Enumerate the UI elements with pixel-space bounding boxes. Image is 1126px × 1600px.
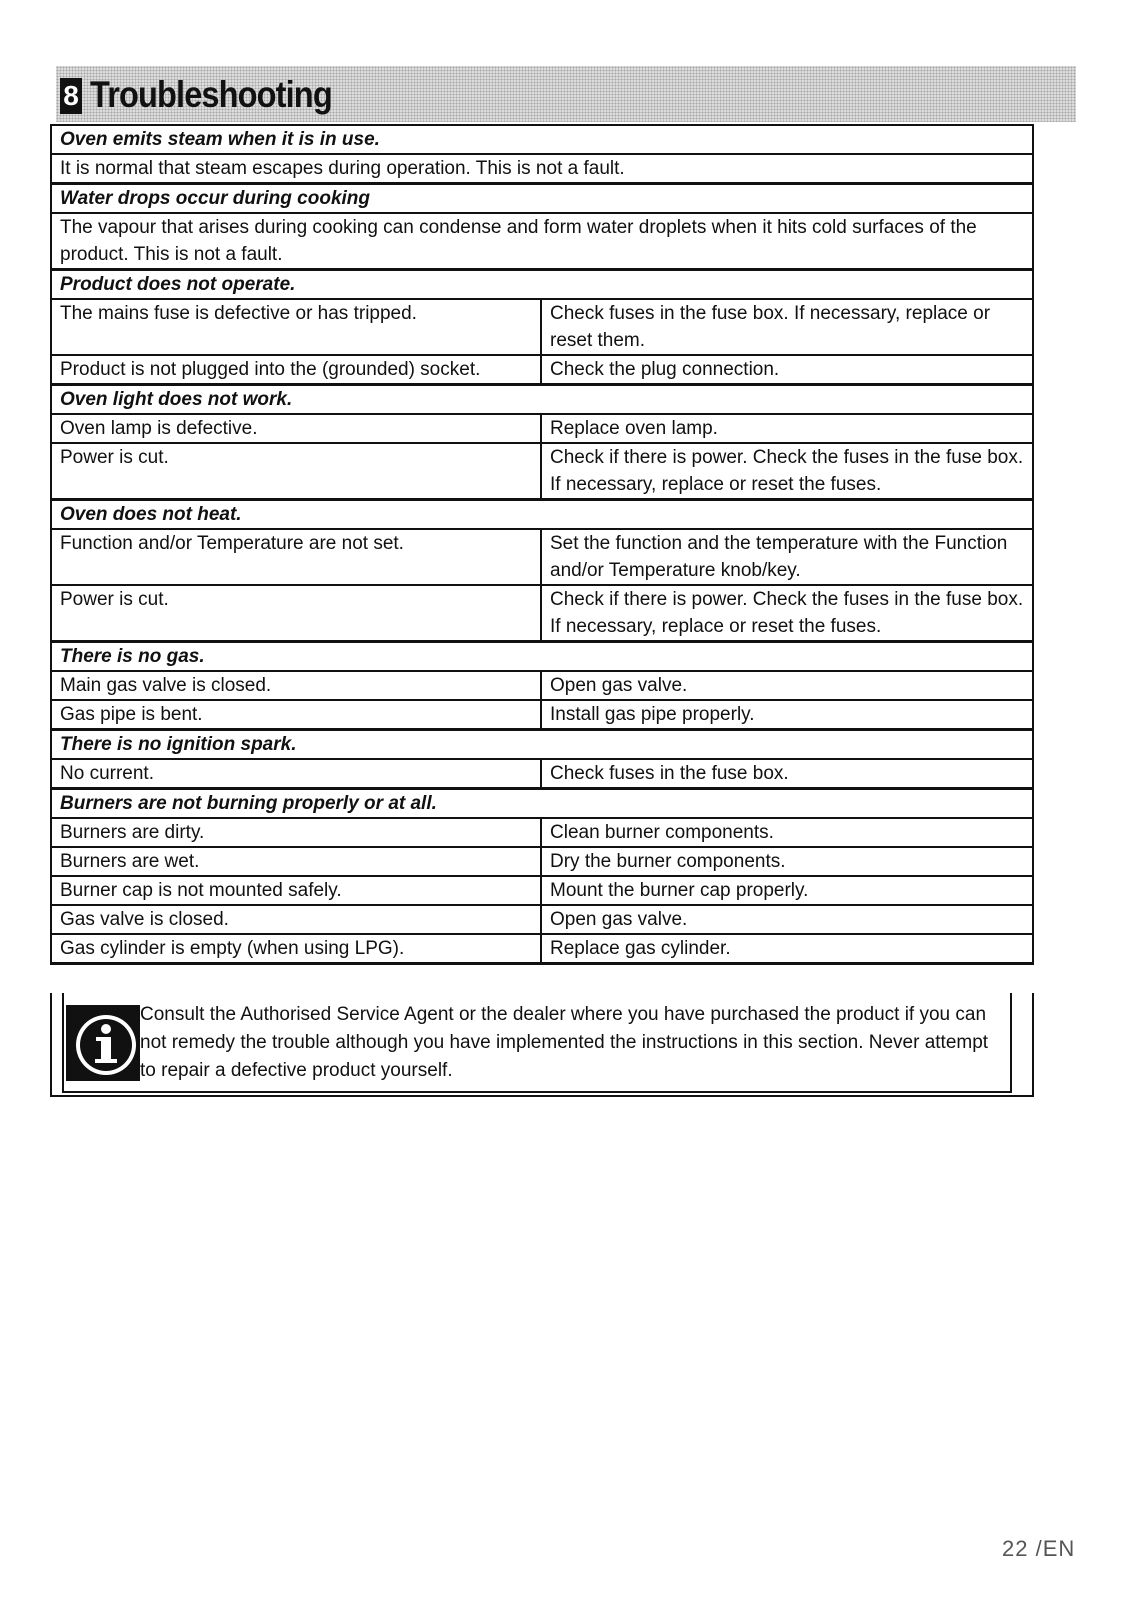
- info-icon: [66, 1005, 140, 1081]
- cause-remedy-row: [50, 906, 1034, 935]
- remedy-cell: Open gas valve.: [550, 675, 688, 696]
- chapter-number: 8: [60, 78, 82, 114]
- cause-cell: Oven lamp is defective.: [52, 415, 542, 442]
- problem-heading-row: [50, 271, 1034, 300]
- cause-remedy-row: [50, 672, 1034, 701]
- remedy-cell: Replace oven lamp.: [550, 418, 718, 439]
- problem-heading: There is no gas.: [60, 646, 205, 667]
- cause-remedy-row: [50, 701, 1034, 731]
- remedy-cell: Open gas valve.: [550, 909, 688, 930]
- cause-remedy-row: [50, 415, 1034, 444]
- remedy-cell: Check if there is power. Check the fuses in the fuse box. If necessary, replace or reset the fuses.: [550, 447, 1024, 495]
- cause-cell: Gas pipe is bent.: [52, 701, 542, 728]
- remedy-cell: Check fuses in the fuse box. If necessary, replace or reset them.: [550, 303, 991, 351]
- problem-heading-row: [50, 731, 1034, 760]
- explanation-text: It is normal that steam escapes during operation. This is not a fault.: [60, 158, 625, 179]
- explanation-text: The vapour that arises during cooking can condense and form water droplets when it hits cold surfaces of the product. This is not a fault.: [60, 217, 977, 265]
- cause-remedy-row: [50, 819, 1034, 848]
- problem-heading-row: [50, 124, 1034, 155]
- page-number: 22 /EN: [1002, 1536, 1076, 1561]
- remedy-cell: Install gas pipe properly.: [550, 704, 755, 725]
- cause-remedy-row: [50, 300, 1034, 356]
- cause-cell: Main gas valve is closed.: [52, 672, 542, 699]
- info-note-box: [62, 993, 1012, 1093]
- problem-heading: Burners are not burning properly or at all.: [60, 793, 437, 814]
- cause-remedy-row: [50, 444, 1034, 501]
- problem-heading: Oven does not heat.: [60, 504, 242, 525]
- cause-cell: Gas valve is closed.: [52, 906, 542, 933]
- cause-remedy-row: [50, 586, 1034, 643]
- problem-heading-row: [50, 643, 1034, 672]
- cause-cell: No current.: [52, 760, 542, 787]
- problem-heading-row: [50, 501, 1034, 530]
- chapter-header: [56, 66, 1076, 122]
- problem-heading-row: [50, 386, 1034, 415]
- problem-heading: Oven emits steam when it is in use.: [60, 129, 380, 150]
- cause-cell: Gas cylinder is empty (when using LPG).: [52, 935, 542, 962]
- problem-heading-row: [50, 790, 1034, 819]
- cause-cell: Burner cap is not mounted safely.: [52, 877, 542, 904]
- troubleshooting-table: [50, 124, 1034, 965]
- cause-cell: Product is not plugged into the (grounded) socket.: [52, 356, 542, 383]
- remedy-cell: Clean burner components.: [550, 822, 774, 843]
- info-note-text: Consult the Authorised Service Agent or the dealer where you have purchased the product if you can not remedy the trouble although you have implemented the instructions in this section. Never attempt to repair a defective product yourself.: [140, 1004, 989, 1081]
- remedy-cell: Dry the burner components.: [550, 851, 786, 872]
- cause-remedy-row: [50, 530, 1034, 586]
- remedy-cell: Mount the burner cap properly.: [550, 880, 809, 901]
- cause-remedy-row: [50, 356, 1034, 386]
- cause-remedy-row: [50, 848, 1034, 877]
- cause-cell: Power is cut.: [52, 444, 542, 498]
- cause-cell: Function and/or Temperature are not set.: [52, 530, 542, 584]
- remedy-cell: Check if there is power. Check the fuses in the fuse box. If necessary, replace or reset the fuses.: [550, 589, 1024, 637]
- cause-cell: Power is cut.: [52, 586, 542, 640]
- cause-cell: Burners are dirty.: [52, 819, 542, 846]
- problem-heading: Product does not operate.: [60, 274, 296, 295]
- problem-heading: Water drops occur during cooking: [60, 188, 371, 209]
- page-title: Troubleshooting: [90, 74, 332, 115]
- explanation-row: [50, 214, 1034, 271]
- explanation-row: [50, 155, 1034, 185]
- remedy-cell: Check the plug connection.: [550, 359, 780, 380]
- remedy-cell: Set the function and the temperature with the Function and/or Temperature knob/key.: [550, 533, 1008, 581]
- cause-remedy-row: [50, 877, 1034, 906]
- cause-cell: The mains fuse is defective or has tripped.: [52, 300, 542, 354]
- remedy-cell: Replace gas cylinder.: [550, 938, 731, 959]
- cause-cell: Burners are wet.: [52, 848, 542, 875]
- problem-heading-row: [50, 185, 1034, 214]
- cause-remedy-row: [50, 760, 1034, 790]
- cause-remedy-row: [50, 935, 1034, 965]
- remedy-cell: Check fuses in the fuse box.: [550, 763, 789, 784]
- problem-heading: There is no ignition spark.: [60, 734, 297, 755]
- problem-heading: Oven light does not work.: [60, 389, 293, 410]
- info-note: [50, 993, 1034, 1097]
